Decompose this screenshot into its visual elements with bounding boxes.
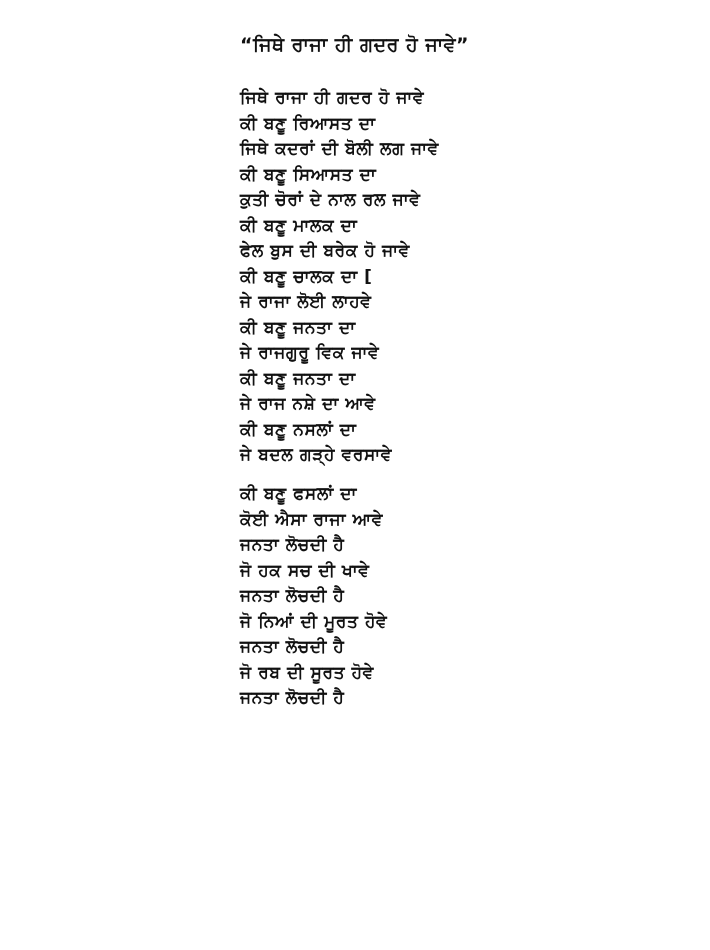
poem-line: ਜਿਥੇ ਰਾਜਾ ਹੀ ਗਦਰ ਹੋ ਜਾਵੇ bbox=[240, 88, 425, 108]
poem-line: ਜੋ ਹਕ ਸਚ ਦੀ ਖਾਵੇ bbox=[240, 560, 370, 581]
poem-line: ਜਨਤਾ ਲੋਚਦੀ ਹੈ bbox=[240, 586, 345, 606]
poem-line: ਕੀ ਬਣੂ ਜਨਤਾ ਦਾ bbox=[240, 317, 356, 338]
poem-line: ਕੁਤੀ ਚੋਰਾਂ ਦੇ ਨਾਲ ਰਲ ਜਾਵੇ bbox=[240, 190, 421, 210]
poem-line: ਜੋ ਨਿਆਂ ਦੀ ਮੂਰਤ ਹੋਵੇ bbox=[240, 611, 388, 632]
poem-line: ਕੋਈ ਐਸਾ ਰਾਜਾ ਆਵੇ bbox=[240, 509, 383, 530]
poem-line: ਜਨਤਾ ਲੋਚਦੀ ਹੈ bbox=[240, 637, 345, 657]
poem-line: ਜੋ ਰਬ ਦੀ ਸੂਰਤ ਹੋਵੇ bbox=[240, 662, 374, 683]
poem-line: ਕੀ ਬਣੂ ਚਾਲਕ ਦਾ [ bbox=[240, 266, 373, 287]
poem-line: ਕੀ ਬਣੂ ਫਸਲਾਂ ਦਾ bbox=[240, 484, 357, 504]
poem-title: “ਜਿਥੇ ਰਾਜਾ ਹੀ ਗਦਰ ਹੋ ਜਾਵੇ” bbox=[240, 34, 470, 56]
poem-line: ਕੀ ਬਣੂ ਨਸਲਾਂ ਦਾ bbox=[240, 419, 357, 440]
poem-line: ਜਨਤਾ ਲੋਚਦੀ ਹੈ bbox=[240, 688, 345, 708]
poem-line: ਫੇਲ ਬੁਸ ਦੀ ਬਰੇਕ ਹੋ ਜਾਵੇ bbox=[240, 241, 410, 261]
poem-line: ਜੇ ਰਾਜਾ ਲੋਈ ਲਾਹਵੇ bbox=[240, 292, 372, 312]
poem-line: ਜੇ ਰਾਜਗੁਰੂ ਵਿਕ ਜਾਵੇ bbox=[240, 343, 380, 363]
poem-line: ਜਿਥੇ ਕਦਰਾਂ ਦੀ ਬੋਲੀ ਲਗ ਜਾਵੇ bbox=[240, 139, 439, 159]
poem-line: ਕੀ ਬਣੂ ਜਨਤਾ ਦਾ bbox=[240, 368, 356, 389]
stanza-1 bbox=[240, 86, 439, 469]
poem-line: ਕੀ ਬਣੂ ਮਾਲਕ ਦਾ bbox=[240, 215, 358, 236]
stanza-2 bbox=[240, 482, 387, 712]
poem-line: ਜਨਤਾ ਲੋਚਦੀ ਹੈ bbox=[240, 535, 345, 555]
poem-line: ਜੇ ਰਾਜ ਨਸ਼ੇ ਦਾ ਆਵੇ bbox=[240, 394, 376, 414]
poem-line: ਜੇ ਬਦਲ ਗੜ੍ਹੇ ਵਰਸਾਵੇ bbox=[240, 445, 392, 465]
poem-line: ਕੀ ਬਣੂ ਰਿਆਸਤ ਦਾ bbox=[240, 113, 376, 134]
poem-line: ਕੀ ਬਣੂ ਸਿਆਸਤ ਦਾ bbox=[240, 164, 377, 185]
